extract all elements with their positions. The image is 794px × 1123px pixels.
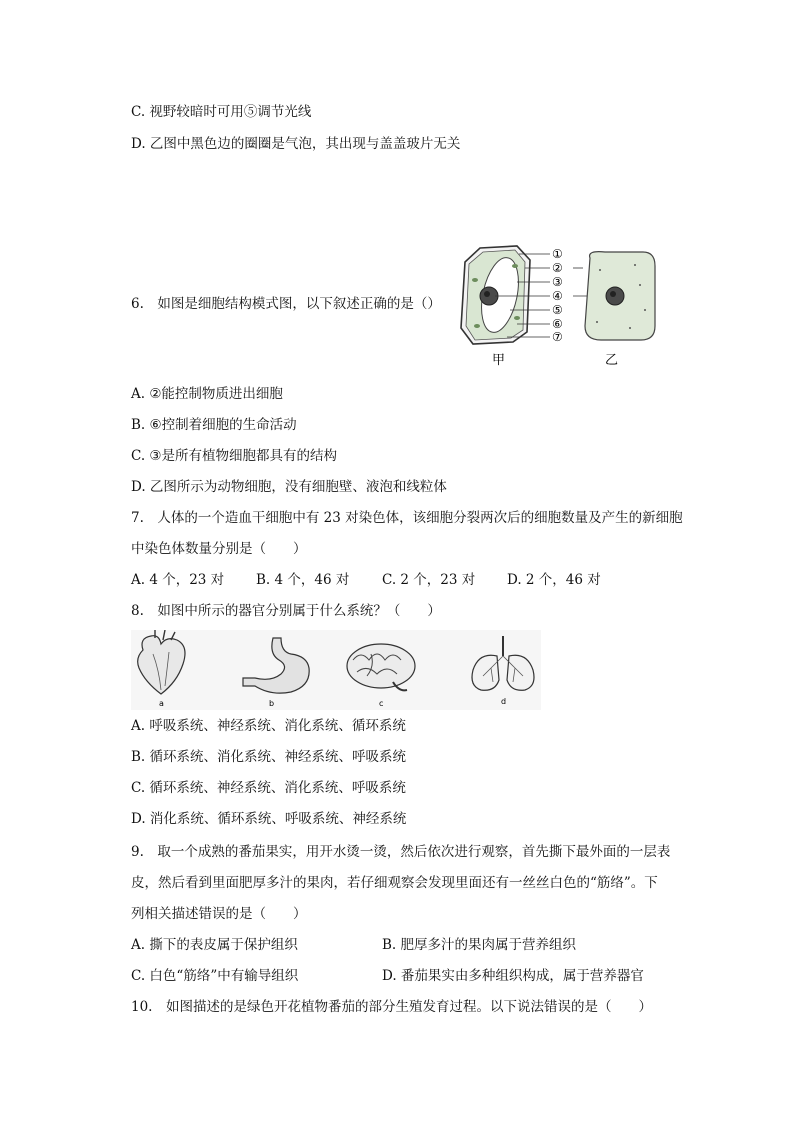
animal-nucleolus [610,291,616,297]
caption-yi: 乙 [605,353,619,368]
organ-label-b: b [269,699,275,708]
q8-option-a: A. 呼吸系统、神经系统、消化系统、循环系统 [131,718,406,734]
q6-option-d: D. 乙图所示为动物细胞，没有细胞壁、液泡和线粒体 [131,479,447,495]
q6-option-b: B. ⑥控制着细胞的生命活动 [131,417,297,433]
q8-stem: 8. 如图中所示的器官分别属于什么系统？（ ） [131,603,441,619]
q7-option-c: C. 2 个，23 对 [382,572,476,588]
q8-option-b: B. 循环系统、消化系统、神经系统、呼吸系统 [131,749,407,765]
q10-stem: 10. 如图描述的是绿色开花植物番茄的部分生殖发育过程。以下说法错误的是（ ） [131,999,652,1015]
q5-option-c: C. 视野较暗时可用⑤调节光线 [131,104,312,120]
cell-label-3: ③ [552,275,563,289]
q7-stem-line2: 中染色体数量分别是（ ） [131,541,307,557]
q7-option-d: D. 2 个，46 对 [507,572,601,588]
caption-jia: 甲 [492,353,506,368]
q7-stem-line1: 7. 人体的一个造血干细胞中有 23 对染色体，该细胞分裂两次后的细胞数量及产生的新细胞 [131,510,683,526]
organs-diagram [131,630,541,710]
q9-option-c: C. 白色“筋络”中有输导组织 [131,968,299,984]
q9-option-b: B. 肥厚多汁的果肉属于营养组织 [382,937,577,953]
cell-label-5: ⑤ [552,303,563,317]
chloroplast [472,278,478,282]
q9-option-a: A. 撕下的表皮属于保护组织 [131,937,298,953]
organs-figure [131,630,541,710]
cell-label-1: ① [552,247,563,261]
q6-stem: 6. 如图是细胞结构模式图，以下叙述正确的是（） [131,296,441,312]
organ-label-c: c [379,699,384,708]
chloroplast [514,316,520,320]
q9-option-d: D. 番茄果实由多种组织构成，属于营养器官 [382,968,644,984]
chloroplast [512,264,518,268]
q5-option-d: D. 乙图中黑色边的圈圈是气泡，其出现与盖盖玻片无关 [131,136,461,152]
organ-label-d: d [501,697,507,706]
q6-option-c: C. ③是所有植物细胞都具有的结构 [131,448,338,464]
q6-option-a: A. ②能控制物质进出细胞 [131,386,283,402]
cell-label-6: ⑥ [552,317,563,331]
q9-stem-line1: 9. 取一个成熟的番茄果实，用开水烫一烫，然后依次进行观察，首先撕下最外面的一层表 [131,844,671,860]
q9-stem-line3: 列相关描述错误的是（ ） [131,906,307,922]
cell-label-4: ④ [552,289,563,303]
plant-nucleolus [484,291,490,297]
organ-label-a: a [159,699,164,708]
cell-label-7: ⑦ [552,330,563,344]
q7-option-a: A. 4 个，23 对 [131,572,225,588]
cell-label-2: ② [552,261,563,275]
cell-structure-figure [455,240,665,370]
q8-option-d: D. 消化系统、循环系统、呼吸系统、神经系统 [131,811,407,827]
q9-stem-line2: 皮，然后看到里面肥厚多汁的果肉，若仔细观察会发现里面还有一丝丝白色的“筋络”。下 [131,875,658,891]
q7-option-b: B. 4 个，46 对 [256,572,350,588]
chloroplast [474,324,480,328]
q8-option-c: C. 循环系统、神经系统、消化系统、呼吸系统 [131,780,406,796]
cell-diagram [455,240,665,370]
